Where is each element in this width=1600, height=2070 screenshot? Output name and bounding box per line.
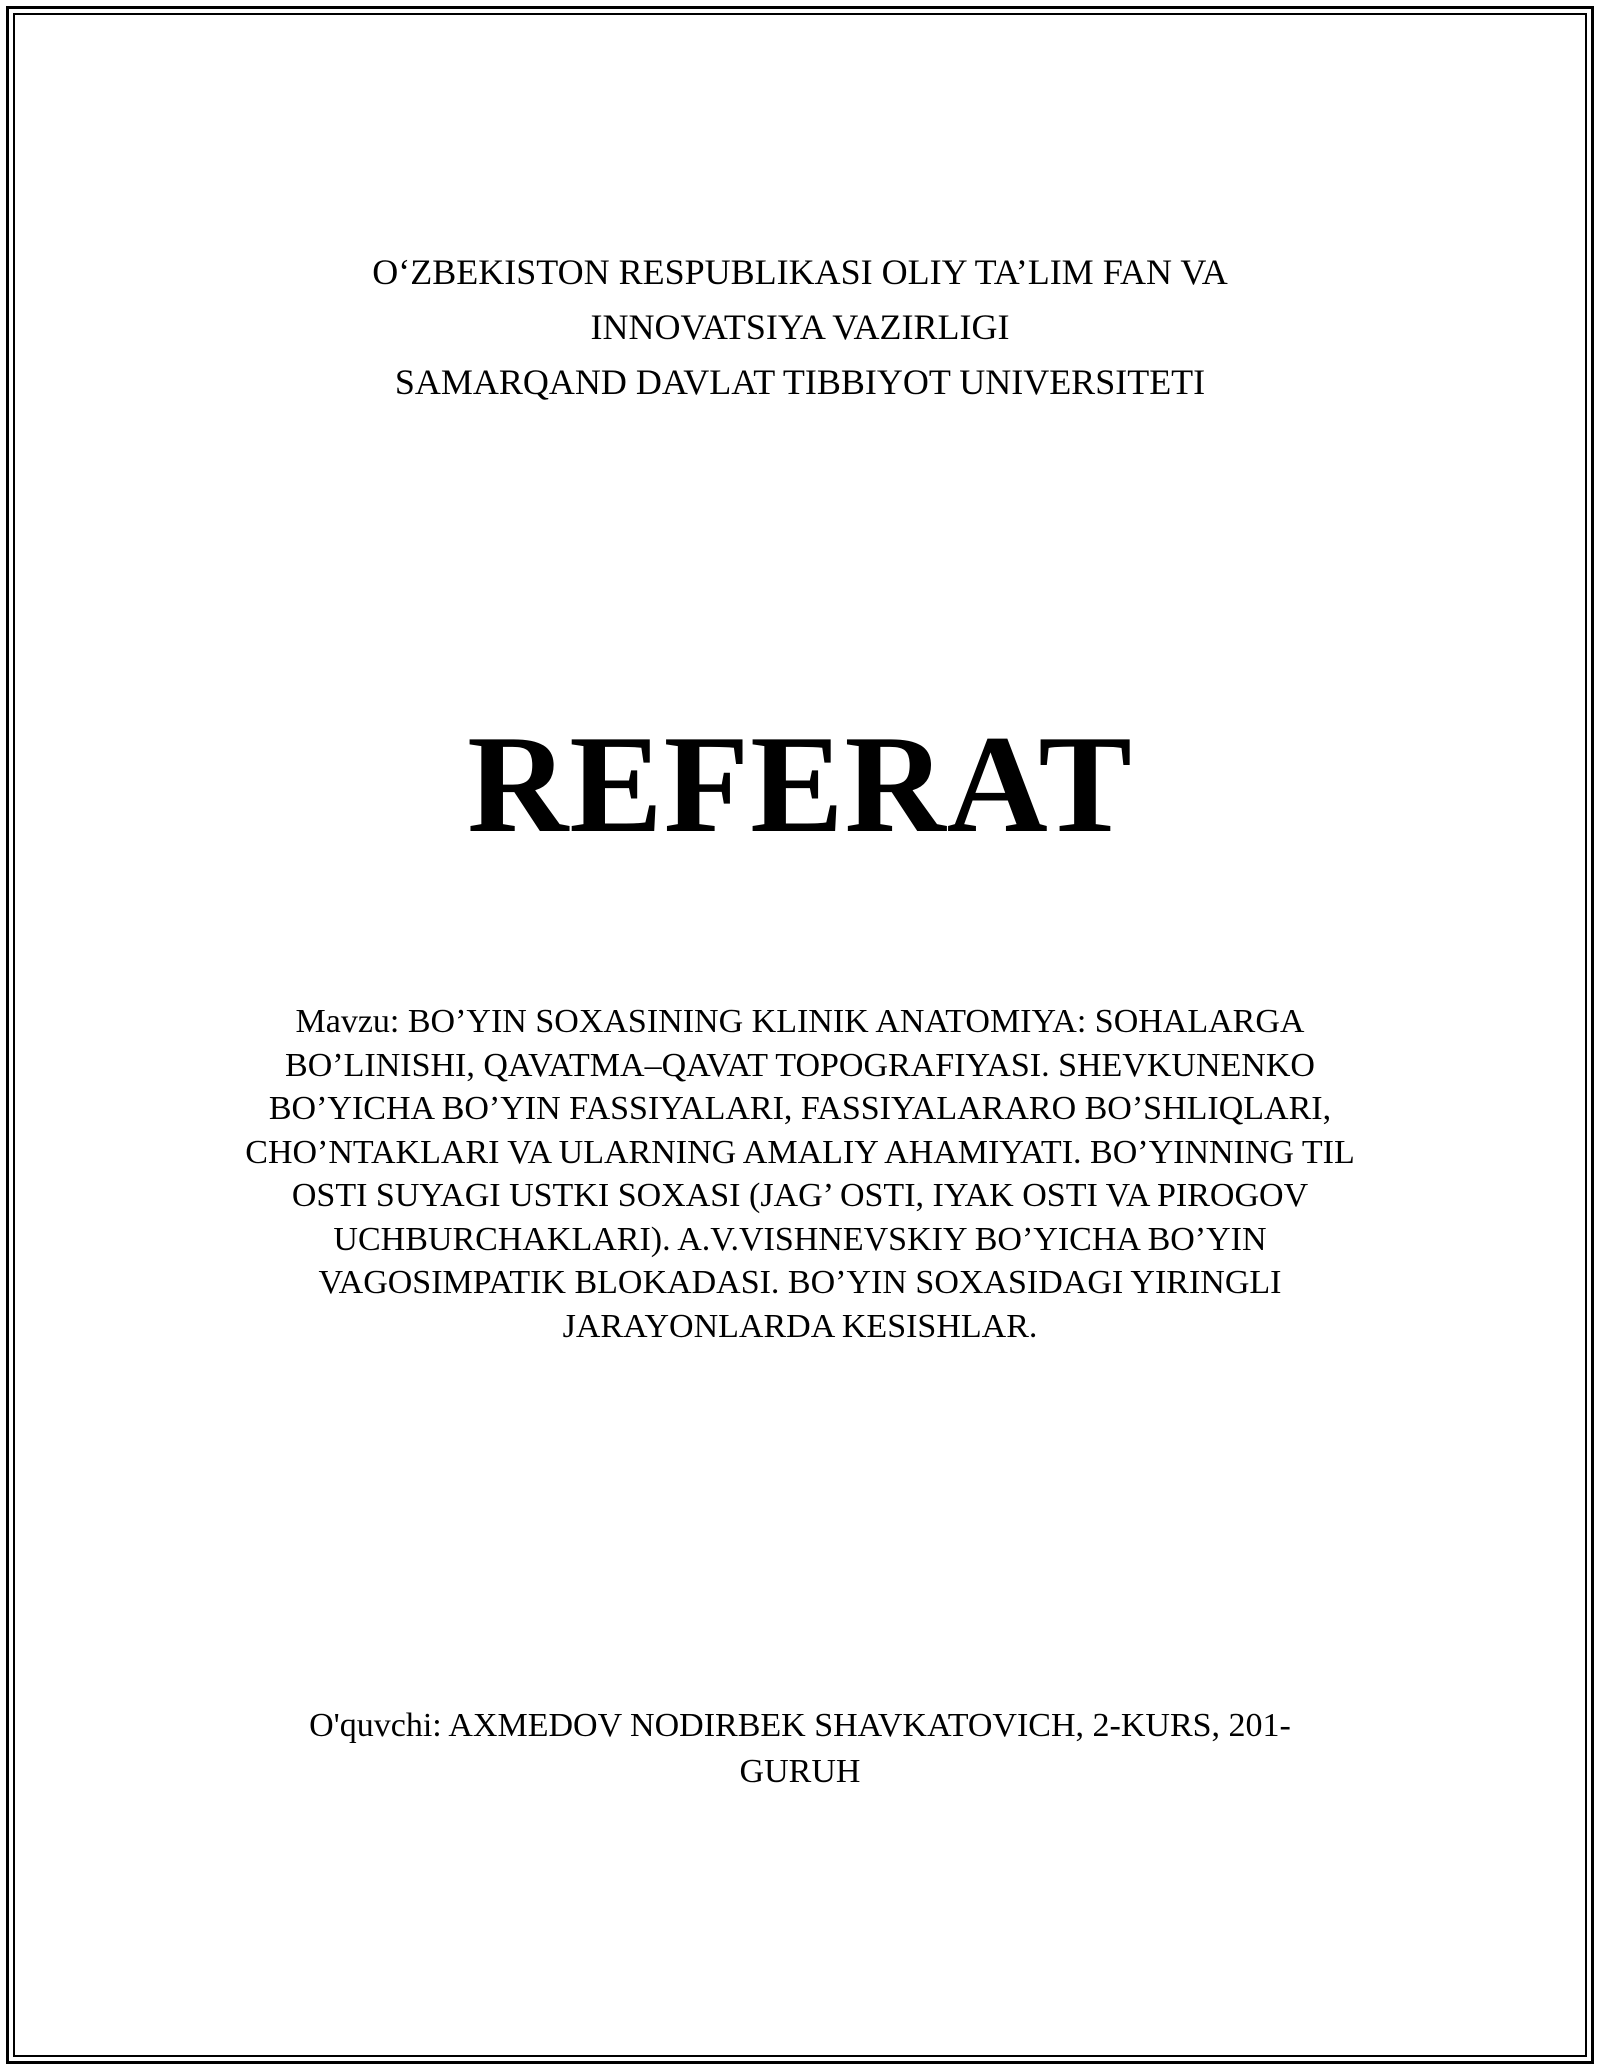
document-title: REFERAT — [467, 707, 1133, 862]
topic-text: Mavzu: BO’YIN SOXASINING KLINIK ANATOMIYA: SOHALARGA BO’LINISHI, QAVATMA–QAVAT TOPOGRAFIYASI. SHEVKUNENKO BO’YICHA BO’YIN FASSIYALARI, FASSIYALARARO BO’SHLIQLARI, CHO’NTAKLARI VA ULARNING AMALIY AHAMIYATI. BO’YINNING TIL OSTI SUYAGI USTKI SOXASI (JAG’ OSTI, IYAK OSTI VA PIROGOV UCHBURCHAKLARI). A.V.VISHNEVSKIY BO’YICHA BO’YIN VAGOSIMPATIK BLOKADASI. BO’YIN SOXASIDAGI YIRINGLI JARAYONLARDA KESISHLAR. — [245, 1003, 1355, 1345]
header-line-university: SAMARQAND DAVLAT TIBBIYOT UNIVERSITETI — [394, 362, 1206, 402]
header-line-ministry-cont: INNOVATSIYA VAZIRLIGI — [590, 307, 1010, 347]
header-line-ministry: O‘ZBEKISTON RESPUBLIKASI OLIY TA’LIM FAN VA — [372, 252, 1228, 292]
student-info: O'quvchi: AXMEDOV NODIRBEK SHAVKATOVICH, 2-KURS, 201-GURUH — [309, 1707, 1291, 1790]
institution-header — [0, 245, 1600, 410]
